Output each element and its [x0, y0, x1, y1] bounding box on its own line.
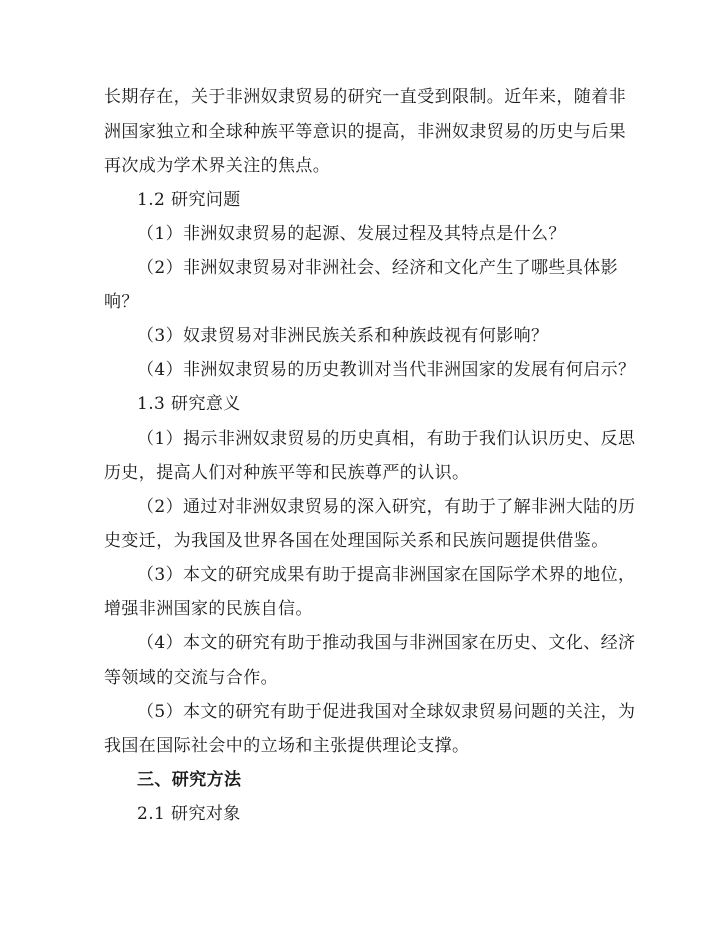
- research-question-2-line2: 响？: [104, 292, 139, 312]
- significance-4-line1: （4）本文的研究有助于推动我国与非洲国家在历史、文化、经济: [137, 633, 636, 653]
- section-heading-2-1: 2.1 研究对象: [137, 804, 241, 824]
- paragraph-line: 洲国家独立和全球种族平等意识的提高，非洲奴隶贸易的历史与后果: [104, 122, 626, 142]
- significance-5-line1: （5）本文的研究有助于促进我国对全球奴隶贸易问题的关注，为: [137, 702, 636, 722]
- research-question-3: （3）奴隶贸易对非洲民族关系和种族歧视有何影响？: [137, 326, 549, 346]
- significance-1-line2: 历史，提高人们对种族平等和民族尊严的认识。: [104, 463, 470, 483]
- significance-1-line1: （1）揭示非洲奴隶贸易的历史真相，有助于我们认识历史、反思: [137, 429, 636, 449]
- paragraph-line: 长期存在，关于非洲奴隶贸易的研究一直受到限制。近年来，随着非: [104, 87, 626, 107]
- significance-4-line2: 等领域的交流与合作。: [104, 668, 278, 688]
- significance-5-line2: 我国在国际社会中的立场和主张提供理论支撑。: [104, 736, 470, 756]
- research-question-2-line1: （2）非洲奴隶贸易对非洲社会、经济和文化产生了哪些具体影: [137, 258, 619, 278]
- research-question-1: （1）非洲奴隶贸易的起源、发展过程及其特点是什么？: [137, 224, 566, 244]
- section-heading-1-2: 1.2 研究问题: [137, 190, 241, 210]
- significance-3-line1: （3）本文的研究成果有助于提高非洲国家在国际学术界的地位，: [137, 565, 636, 585]
- section-heading-1-3: 1.3 研究意义: [137, 394, 241, 414]
- significance-2-line2: 史变迁，为我国及世界各国在处理国际关系和民族问题提供借鉴。: [104, 531, 609, 551]
- significance-2-line1: （2）通过对非洲奴隶贸易的深入研究，有助于了解非洲大陆的历: [137, 497, 636, 517]
- significance-3-line2: 增强非洲国家的民族自信。: [104, 599, 313, 619]
- research-question-4: （4）非洲奴隶贸易的历史教训对当代非洲国家的发展有何启示？: [137, 360, 636, 380]
- chapter-heading-research-methods: 三、研究方法: [137, 770, 242, 790]
- paragraph-line: 再次成为学术界关注的焦点。: [104, 156, 331, 176]
